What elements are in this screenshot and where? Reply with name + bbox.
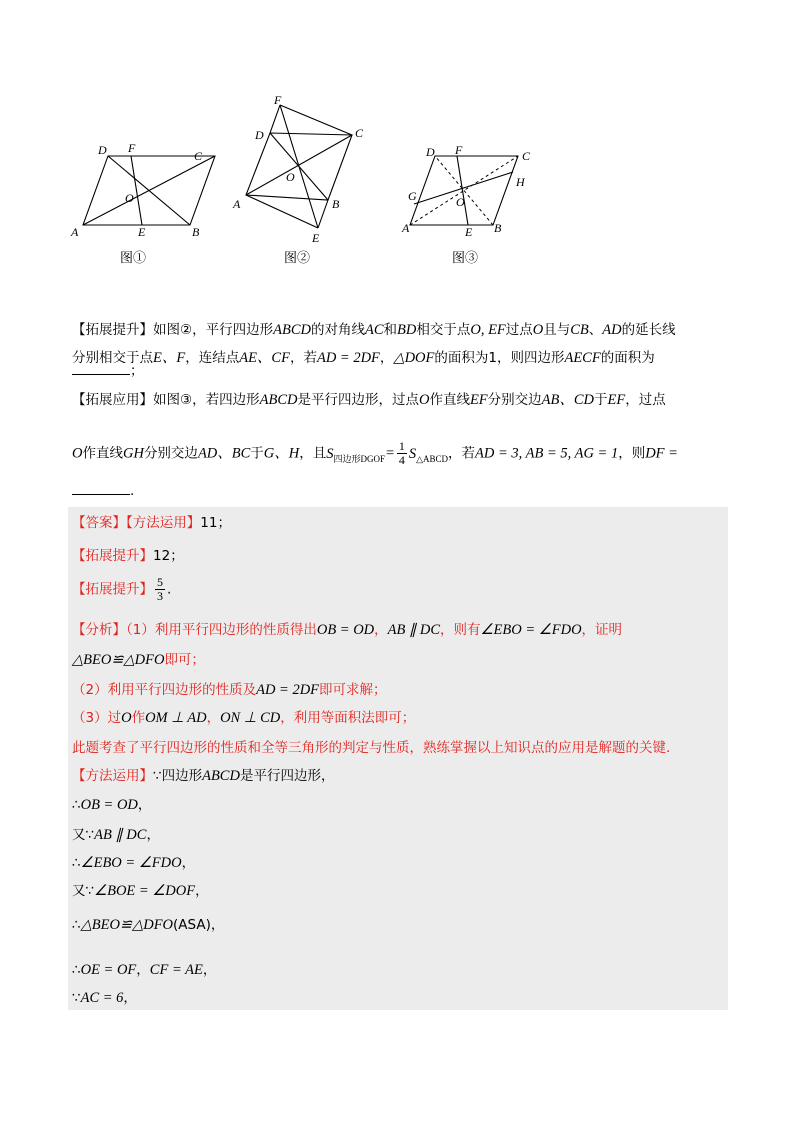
answer-tag-3: 【拓展提升】 xyxy=(72,581,153,598)
question-2-tag: 【拓展提升】 xyxy=(72,322,153,338)
answer-tag-1: 【答案】【方法运用】 xyxy=(72,515,201,531)
fig2-label-f: F xyxy=(274,95,282,107)
fig1-label-e: E xyxy=(138,225,146,239)
question-2-line-3: ； xyxy=(72,360,144,381)
fig3-label-c: C xyxy=(522,149,531,163)
answer-fraction: $\frac{5}{3}$ xyxy=(157,575,163,603)
fig2-label-a: A xyxy=(233,197,241,211)
solution-line-7: ∴OE = OF，CF = AE， xyxy=(72,962,217,978)
figure-1-diagram xyxy=(70,140,220,240)
fig2-label-o: O xyxy=(286,170,295,184)
figure-2 xyxy=(228,95,378,245)
analysis-summary: 此题考查了平行四边形的性质和全等三角形的判定与性质，熟练掌握以上知识点的应用是解题的关键. xyxy=(72,740,671,756)
fig1-label-f: F xyxy=(128,141,136,155)
question-3-tag: 【拓展应用】 xyxy=(72,392,153,408)
fig2-label-e: E xyxy=(312,231,320,245)
fig1-label-b: B xyxy=(192,225,200,239)
solution-tag: 【方法运用】 xyxy=(72,768,153,784)
figure-2-diagram xyxy=(228,95,378,245)
fig3-label-h: H xyxy=(516,175,525,189)
answer-blank-3 xyxy=(72,480,130,495)
question-3-line-2: O作直线GH分别交边AD、BC于G、H，且$S_{四边形DGOF}=$ $\frac{1}{4}$ $S_{\triangle ABCD}$，若AD = 3, AB = 5, AG = 1，则DF = xyxy=(72,439,678,467)
fig1-label-d: D xyxy=(98,143,107,157)
figure-3-caption: 图③ xyxy=(452,251,479,266)
fig3-label-g: G xyxy=(408,189,417,203)
fig1-label-a: A xyxy=(71,225,79,239)
fig3-label-e: E xyxy=(465,225,473,239)
fig3-label-b: B xyxy=(494,221,502,235)
question-2-line-2: 分别相交于点E、F，连结点AE、CF，若AD = 2DF，△DOF的面积为1，则四边形AECF的面积为 xyxy=(72,350,655,366)
fig3-label-a: A xyxy=(402,221,410,235)
figure-1-caption: 图① xyxy=(120,251,147,266)
figure-2-caption: 图② xyxy=(284,251,311,266)
analysis-line-3: （2）利用平行四边形的性质及AD = 2DF即可求解； xyxy=(72,682,387,698)
question-3-line-1: 【拓展应用】如图③，若四边形ABCD是平行四边形，过点O作直线EF分别交边AB、CD于EF，过点 xyxy=(72,392,666,408)
area-abcd: $S_{\triangle ABCD}$ xyxy=(408,445,448,464)
analysis-line-1: 【分析】（1）利用平行四边形的性质得出OB = OD，AB ∥ DC，则有∠EBO = ∠FDO，证明 xyxy=(72,622,623,638)
fraction-one-quarter: $\frac{1}{4}$ xyxy=(398,439,405,467)
answer-line-3: 【拓展提升】 $\frac{5}{3}$ . xyxy=(72,575,172,603)
answer-line-2: 【拓展提升】12； xyxy=(72,548,184,564)
solution-line-6: ∴△BEO≌△DFO(ASA)， xyxy=(72,917,225,933)
fig2-label-d: D xyxy=(255,128,264,142)
analysis-line-4: （3）过O作OM ⊥ AD，ON ⊥ CD，利用等面积法即可； xyxy=(72,710,416,726)
solution-line-5: 又∵∠BOE = ∠DOF， xyxy=(72,883,209,899)
question-3-line-3: . xyxy=(72,480,134,501)
area-dgof: $S_{四边形DGOF}$ xyxy=(326,445,386,464)
fig1-label-c: C xyxy=(194,149,203,163)
fig2-label-b: B xyxy=(332,197,340,211)
figure-1 xyxy=(70,140,220,240)
fig3-label-f: F xyxy=(455,143,463,157)
answer-blank-2 xyxy=(72,360,130,375)
fig1-label-o: O xyxy=(125,191,134,205)
solution-line-4: ∴∠EBO = ∠FDO， xyxy=(72,855,196,871)
solution-line-1: 【方法运用】∵四边形ABCD是平行四边形， xyxy=(72,768,335,784)
solution-line-8: ∵AC = 6， xyxy=(72,990,137,1006)
solution-line-3: 又∵AB ∥ DC， xyxy=(72,827,160,843)
fig2-label-c: C xyxy=(355,126,364,140)
solution-line-2: ∴OB = OD， xyxy=(72,797,152,813)
fig3-label-o: O xyxy=(456,195,465,209)
fig3-label-d: D xyxy=(426,145,435,159)
answer-tag-2: 【拓展提升】 xyxy=(72,548,153,564)
question-2-line-1: 【拓展提升】如图②，平行四边形ABCD的对角线AC和BD相交于点O, EF过点O且与CB、AD的延长线 xyxy=(72,322,676,338)
answer-line-1: 【答案】【方法运用】11； xyxy=(72,515,231,531)
analysis-tag: 【分析】 xyxy=(72,622,126,638)
figure-3 xyxy=(398,140,548,240)
analysis-line-2: △BEO≌△DFO即可； xyxy=(72,652,205,668)
figure-3-diagram xyxy=(398,140,548,240)
